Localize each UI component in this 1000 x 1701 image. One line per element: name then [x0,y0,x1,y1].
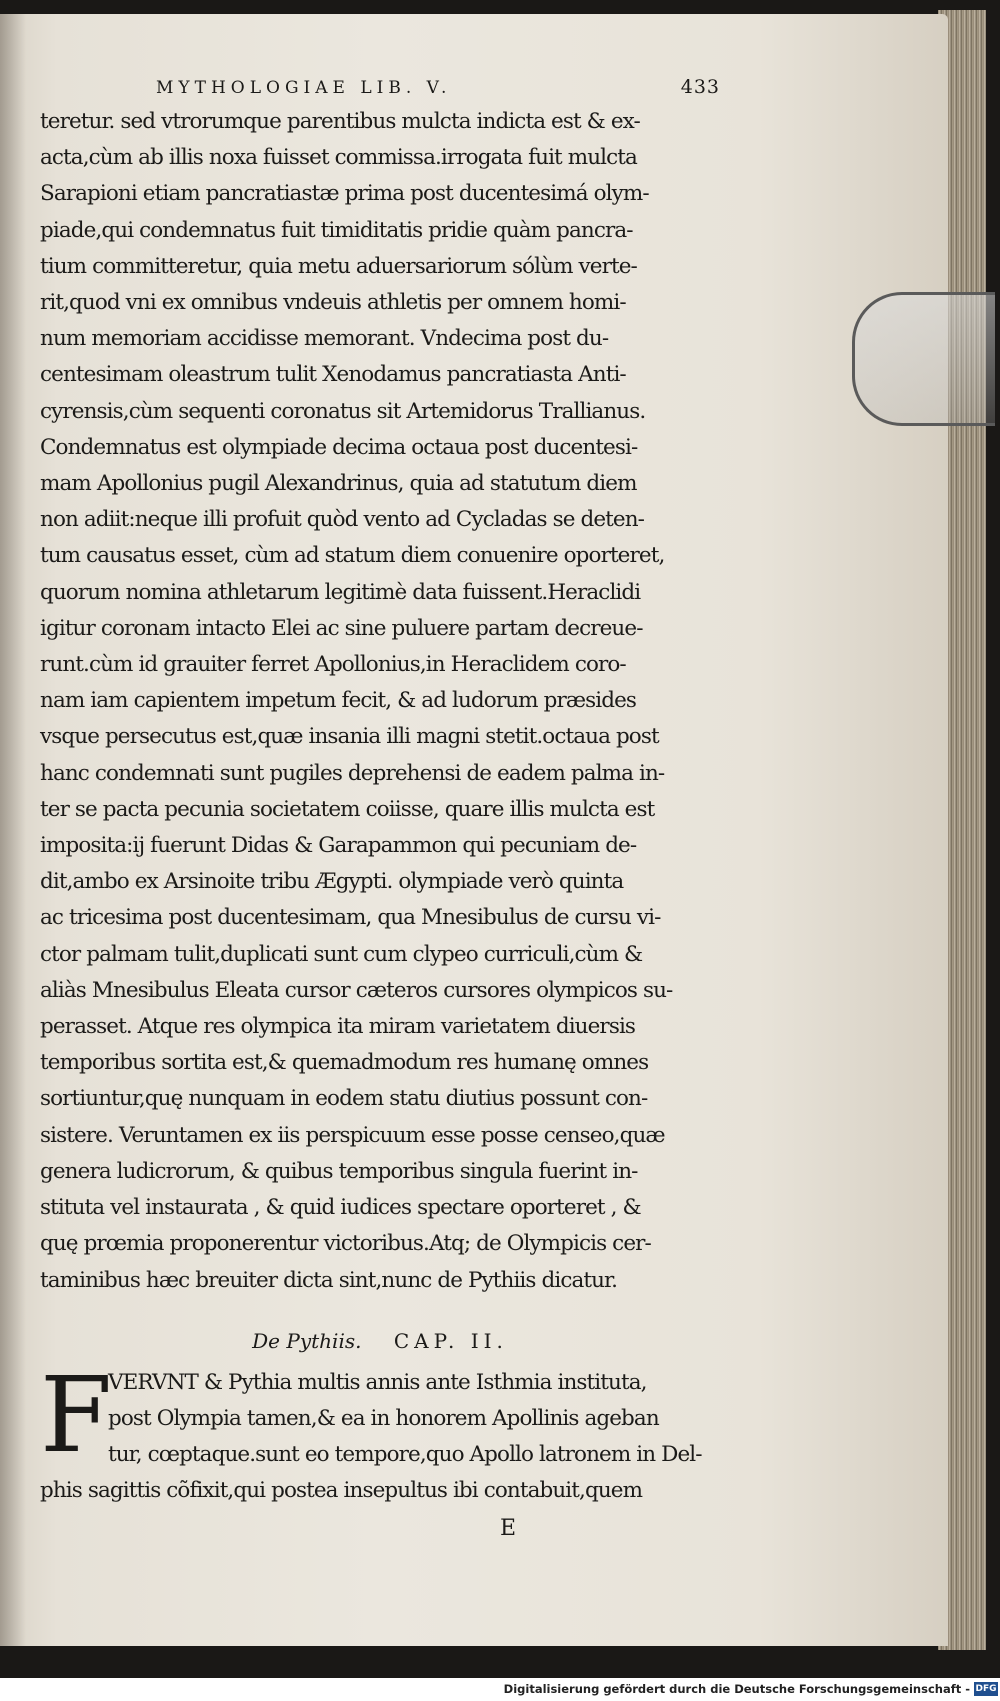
drop-cap: F [40,1353,113,1476]
text-line: mam Apollonius pugil Alexandrinus, quia ad statutum diem [40,471,637,497]
chapter-heading [40,1321,720,1361]
text-line: sistere. Veruntamen ex iis perspicuum esse posse censeo,quæ [40,1122,665,1148]
text-line: cyrensis,cùm sequenti coronatus sit Artemidorus Trallianus. [40,398,646,424]
page-number: 433 [680,76,720,98]
text-line: ter se pacta pecunia societatem coiisse, quare illis mulcta est [40,796,655,822]
text-line: rit,quod vni ex omnibus vndeuis athletis per omnem homi- [40,290,626,316]
chapter-paragraph [40,1353,720,1510]
catchword: E [500,1515,517,1541]
text-line: genera ludicrorum, & quibus temporibus singula fuerint in- [40,1158,638,1184]
text-line: quorum nomina athletarum legitimè data fuissent.Heraclidi [40,579,641,605]
text-line: perasset. Atque res olympica ita miram varietatem diuersis [40,1014,636,1040]
text-line: hanc condemnati sunt pugiles deprehensi de eadem palma in- [40,760,665,786]
text-line: vsque persecutus est,quæ insania illi magni stetit.octaua post [40,724,659,750]
text-line: stituta vel instaurata , & quid iudices spectare oporteret , & [40,1195,641,1221]
text-line: Condemnatus est olympiade decima octaua post ducentesi- [40,434,638,460]
text-line: temporibus sortita est,& quemadmodum res humanę omnes [40,1050,649,1076]
running-head [156,78,720,104]
bookmark-clip [852,292,995,426]
chapter-number: CAP. II. [393,1328,508,1353]
chapter-text-line: tur, cœptaque.sunt eo tempore,quo Apollo latronem in Del- [108,1442,702,1468]
spine-shadow [0,14,26,1646]
text-line: acta,cùm ab illis noxa fuisset commissa.irrogata fuit mulcta [40,145,637,171]
chapter-title: De Pythiis. [252,1328,362,1353]
text-line: centesimam oleastrum tulit Xenodamus pancratiasta Anti- [40,362,626,388]
text-line: imposita:ij fuerunt Didas & Garapammon qui pecuniam de- [40,833,637,859]
footer-bar [0,1678,1000,1701]
text-line: taminibus hæc breuiter dicta sint,nunc de Pythiis dicatur. [40,1267,618,1293]
text-line: tium committeretur, quia metu aduersariorum sólùm verte- [40,253,637,279]
chapter-text-line: post Olympia tamen,& ea in honorem Apollinis ageban [108,1405,659,1431]
chapter-text-line: phis sagittis cõfixit,qui postea insepultus ibi contabuit,quem [40,1478,643,1504]
text-line: tum causatus esset, cùm ad statum diem conuenire oporteret, [40,543,665,569]
text-line: ac tricesima post ducentesimam, qua Mnesibulus de cursu vi- [40,905,661,931]
text-line: quę prœmia proponerentur victoribus.Atq; de Olympicis cer- [40,1231,651,1257]
text-line: ctor palmam tulit,duplicati sunt cum clypeo curriculi,cùm & [40,941,643,967]
text-line: teretur. sed vtrorumque parentibus mulcta indicta est & ex- [40,109,640,134]
text-line: non adiit:neque illi profuit quòd vento ad Cycladas se deten- [40,507,645,533]
text-line: nam iam capientem impetum fecit, & ad ludorum præsides [40,688,637,714]
text-line: igitur coronam intacto Elei ac sine puluere partam decreue- [40,615,643,641]
text-line: piade,qui condemnatus fuit timiditatis pridie quàm pancra- [40,217,633,243]
text-line: dit,ambo ex Arsinoite tribu Ægypti. olympiade verò quinta [40,869,624,895]
text-line: num memoriam accidisse memorant. Vndecima post du- [40,326,609,352]
footer-text: Digitalisierung gefördert durch die Deutsche Forschungsgemeinschaft - [503,1682,970,1696]
text-line: aliàs Mnesibulus Eleata cursor cæteros cursores olympicos su- [40,977,673,1003]
text-line: sortiuntur,quę nunquam in eodem statu diutius possunt con- [40,1086,648,1112]
dfg-logo: DFG [975,1684,997,1694]
chapter-text-line: VERVNT & Pythia multis annis ante Isthmia instituta, [108,1369,647,1395]
text-line: Sarapioni etiam pancratiastæ prima post ducentesimá olym- [40,181,649,207]
text-block [40,78,720,1541]
chapter-paragraph-lines [40,1353,720,1510]
body-text [40,104,720,1299]
running-head-title: MYTHOLOGIAE LIB. V. [156,78,452,98]
text-line: runt.cùm id grauiter ferret Apollonius,in Heraclidem coro- [40,652,626,678]
